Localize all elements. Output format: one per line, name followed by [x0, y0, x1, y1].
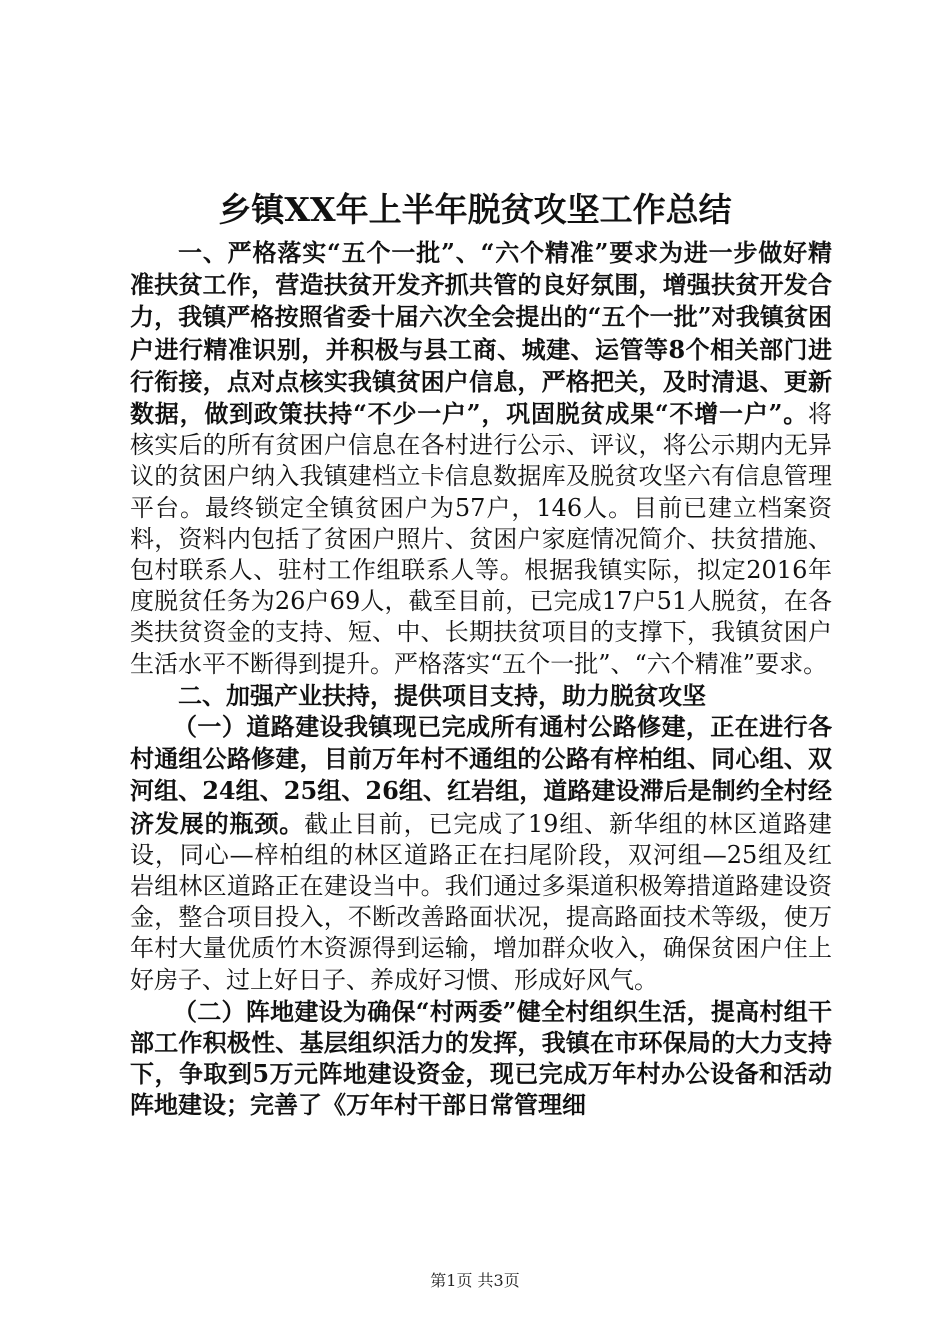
paragraph-road-construction [130, 711, 832, 996]
document-title: 乡镇XX年上半年脱贫攻坚工作总结 [218, 190, 732, 229]
paragraph-position-construction: （二）阵地建设为确保“村两委”健全村组织生活，提高村组干部工作积极性、基层组织活力的发挥，我镇在市环保局的大力支持下，争取到5万元阵地建设资金，现已完成万年村办公设备和活动阵地建设；完善了《万年村干部日常管理细 [130, 996, 832, 1120]
paragraph-section-one-bold: 一、严格落实“五个一批”、“六个精准”要求为进一步做好精准扶贫工作，营造扶贫开发齐抓共管的良好氛围，增强扶贫开发合力，我镇严格按照省委十届六次全会提出的“五个一批”对我镇贫困户进行精准识别，并积极与县工商、城建、运管等8个相关部门进行衔接，点对点核实我镇贫困户信息，严格把关，及时清退、更新数据，做到政策扶持“不少一户”，巩固脱贫成果“不增一户”。 [130, 238, 832, 429]
document-body [130, 237, 832, 1121]
paragraph-road-construction-text: 截止目前，已完成了19组、新华组的林区道路建设，同心—梓柏组的林区道路正在扫尾阶段，双河组—25组及红岩组林区道路正在建设当中。我们通过多渠道积极筹措道路建设资金，整合项目投入，不断改善路面状况，提高路面技术等级，使万年村大量优质竹木资源得到运输，增加群众收入，确保贫困户住上好房子、过上好日子、养成好习惯、形成好风气。 [130, 809, 833, 994]
heading-section-two: 二、加强产业扶持，提供项目支持，助力脱贫攻坚 [178, 680, 706, 710]
paragraph-section-one [130, 237, 832, 680]
paragraph-road-construction-bold: （一）道路建设我镇现已完成所有通村公路修建，正在进行各村通组公路修建，目前万年村不通组的公路有梓柏组、同心组、双河组、24组、25组、26组、红岩组，道路建设滞后是制约全村经济发展的瓶颈。 [130, 712, 832, 838]
paragraph-section-one-text: 将核实后的所有贫困户信息在各村进行公示、评议，将公示期内无异议的贫困户纳入我镇建档立卡信息数据库及脱贫攻坚六有信息管理平台。最终锁定全镇贫困户为57户，146人。目前已建立档案资料，资料内包括了贫困户照片、贫困户家庭情况简介、扶贫措施、包村联系人、驻村工作组联系人等。根据我镇实际，拟定2016年度脱贫任务为26户69人，截至目前，已完成17户51人脱贫，在各类扶贫资金的支持、短、中、长期扶贫项目的支撑下，我镇贫困户生活水平不断得到提升。严格落实“五个一批”、“六个精准”要求。 [130, 400, 832, 678]
page-footer: 第1页 共3页 [430, 1271, 520, 1290]
